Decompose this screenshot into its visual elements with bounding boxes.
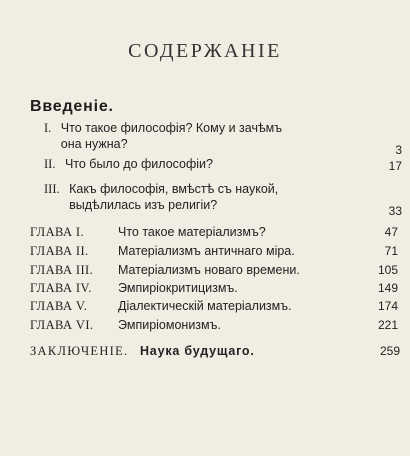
chapter-row-5 xyxy=(30,298,398,315)
chapter-label: ГЛАВА V. xyxy=(30,299,88,313)
intro-item-number: I. xyxy=(44,121,52,135)
chapter-page: 221 xyxy=(377,318,398,332)
intro-item-page: 33 xyxy=(388,204,402,218)
intro-item-title xyxy=(65,156,213,172)
chapter-row-1 xyxy=(30,224,398,241)
intro-item-line: Что было до философіи? xyxy=(64,157,213,171)
chapter-title: Матеріализмъ античнаго міра. xyxy=(118,244,295,258)
chapter-label: ГЛАВА IV. xyxy=(30,281,92,295)
chapter-label: ГЛАВА VI. xyxy=(30,318,94,332)
intro-item-line: Какъ философія, вмѣстѣ съ наукой, xyxy=(69,182,279,196)
intro-item-3 xyxy=(44,181,404,218)
conclusion-page: 259 xyxy=(379,344,400,358)
chapter-label: ГЛАВА I. xyxy=(30,225,84,239)
chapter-label: ГЛАВА III. xyxy=(30,263,94,277)
intro-item-page: 17 xyxy=(388,159,402,173)
intro-item-line: Что такое философія? Кому и зачѣмъ xyxy=(60,121,283,135)
chapter-title: Діалектическій матеріализмъ. xyxy=(118,299,292,313)
chapter-page: 174 xyxy=(377,299,398,313)
page-title: СОДЕРЖАНІЕ xyxy=(128,40,282,62)
conclusion-title: Наука будущаго. xyxy=(139,344,255,358)
chapter-row-4 xyxy=(30,280,398,297)
conclusion-label: ЗАКЛЮЧЕНІЕ. xyxy=(30,344,129,358)
chapter-row-3 xyxy=(30,262,398,279)
conclusion-row xyxy=(30,342,400,360)
chapter-title: Матеріализмъ новаго времени. xyxy=(118,263,300,277)
chapter-page: 71 xyxy=(384,244,398,258)
chapter-title: Эмпиріомонизмъ. xyxy=(118,318,221,332)
intro-item-2 xyxy=(44,156,404,172)
chapter-title: Что такое матеріализмъ? xyxy=(118,225,266,239)
chapter-page: 149 xyxy=(377,281,398,295)
intro-item-title xyxy=(69,181,278,213)
chapter-row-2 xyxy=(30,243,398,260)
intro-item-line: выдѣлилась изъ религіи? xyxy=(69,198,218,212)
introduction-heading: Введеніе. xyxy=(30,98,114,115)
chapter-title: Эмпиріокритицизмъ. xyxy=(118,281,238,295)
intro-item-line: она нужна? xyxy=(60,137,128,151)
intro-item-title xyxy=(61,120,282,152)
intro-item-page: 3 xyxy=(395,143,402,157)
chapter-page: 47 xyxy=(384,225,398,239)
chapter-row-6 xyxy=(30,317,398,334)
intro-item-1 xyxy=(44,120,404,157)
intro-item-number: III. xyxy=(44,182,60,196)
intro-item-number: II. xyxy=(44,157,56,171)
chapter-page: 105 xyxy=(377,263,398,277)
chapter-label: ГЛАВА II. xyxy=(30,244,89,258)
